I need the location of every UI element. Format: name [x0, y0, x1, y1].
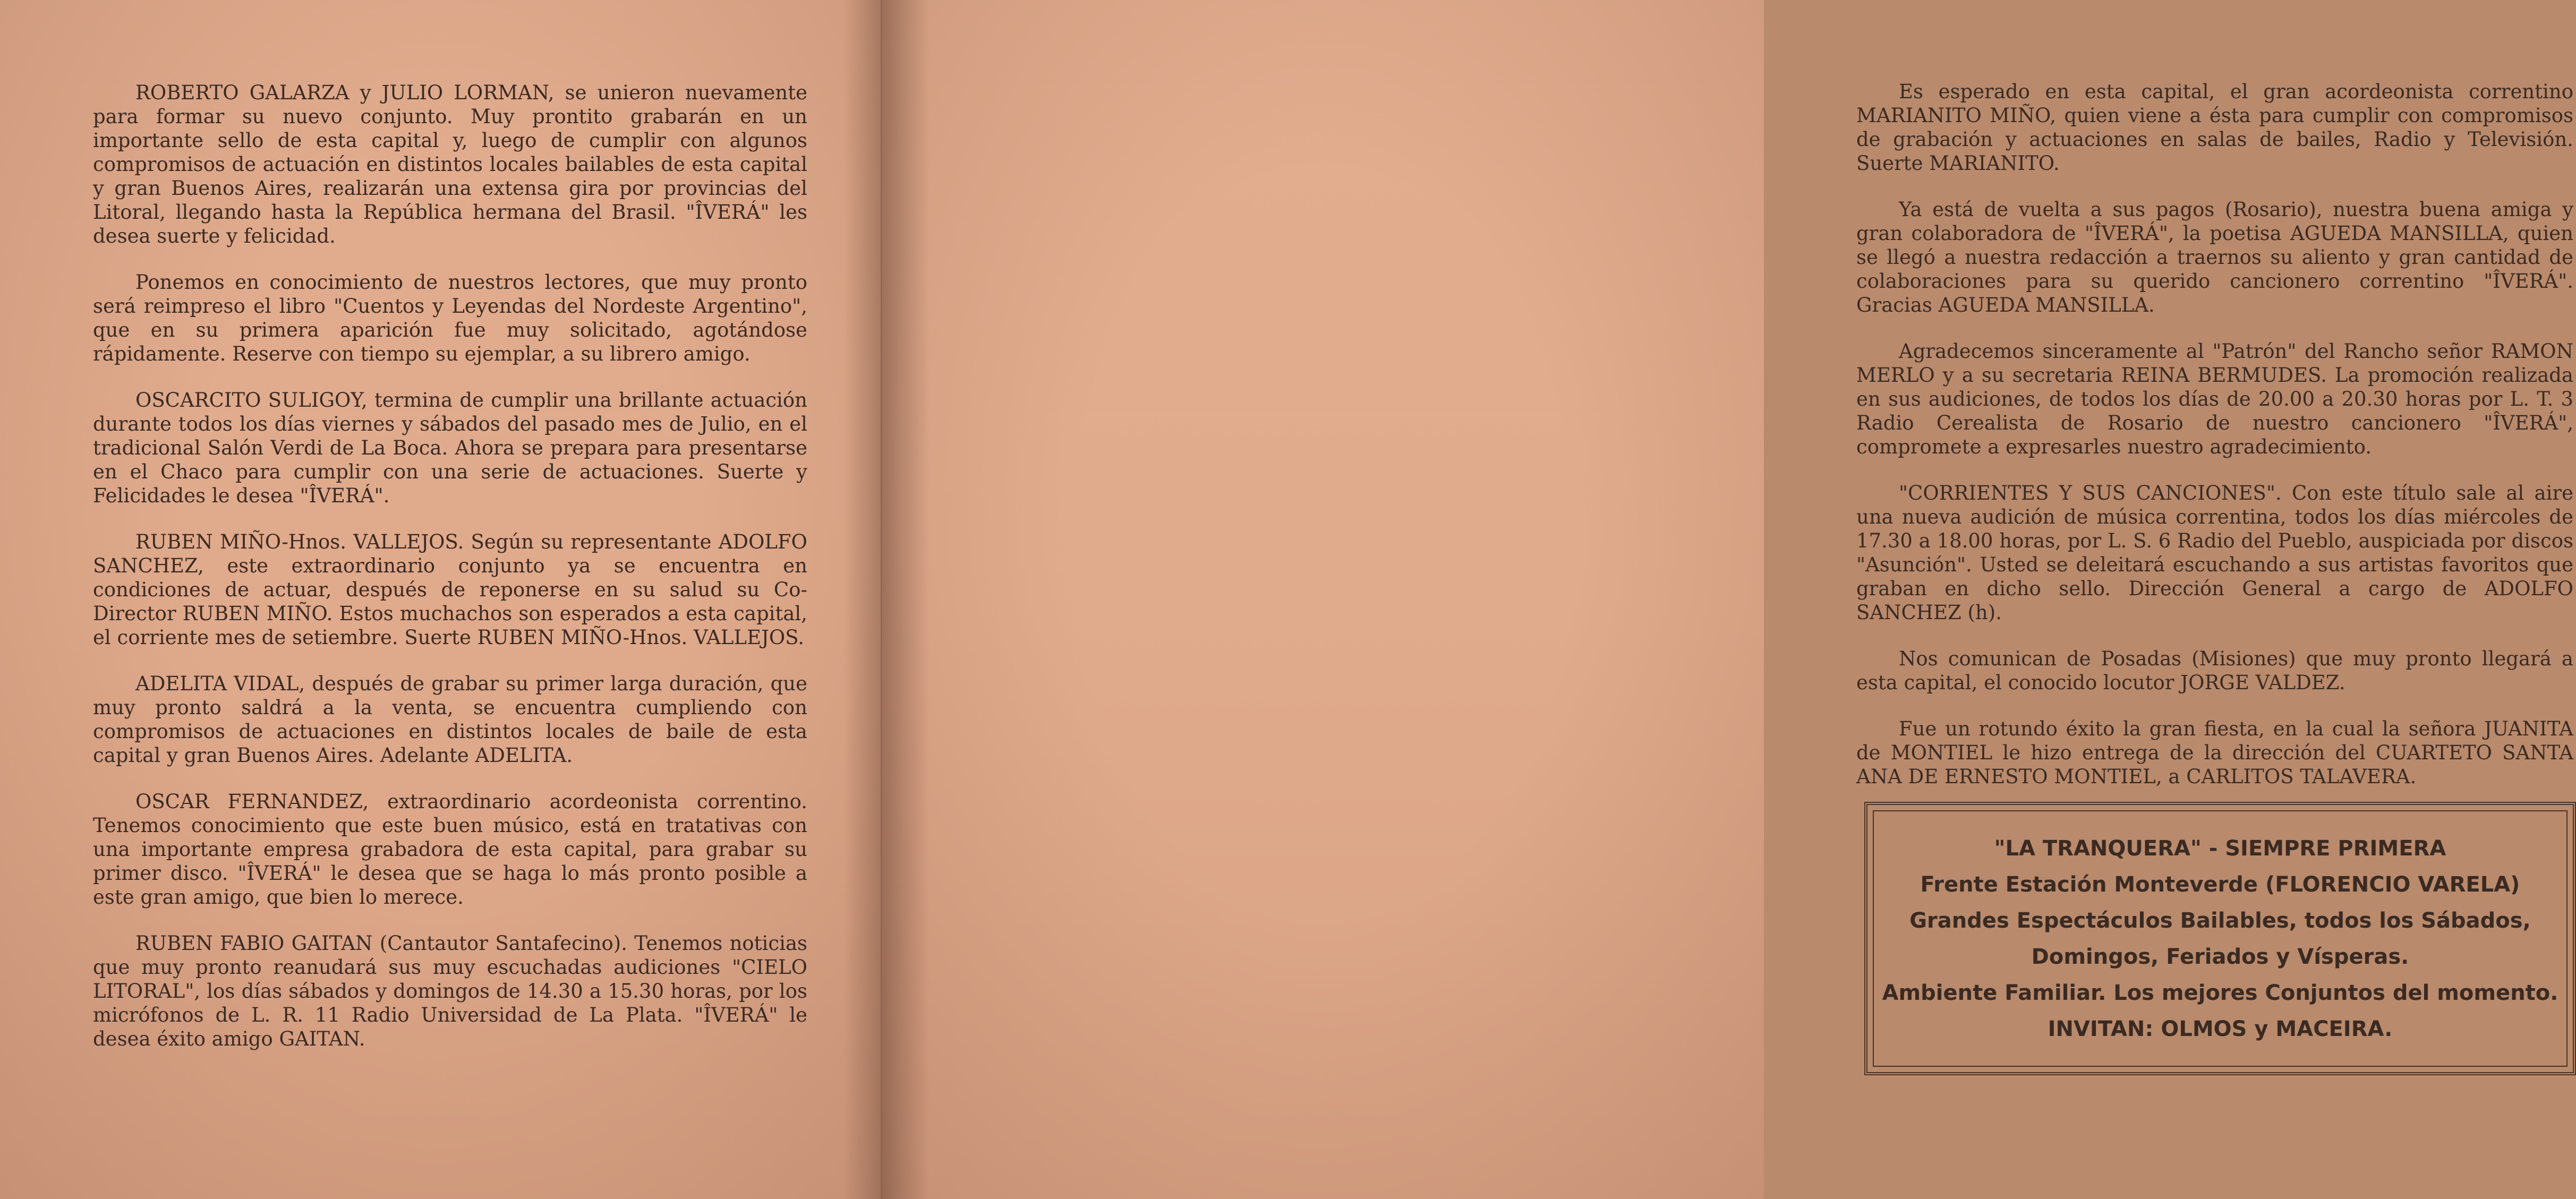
ad-location: Frente Estación Monteverde (FLORENCIO VARELA): [1920, 872, 2520, 897]
news-paragraph-galarza-lorman: ROBERTO GALARZA y JULIO LORMAN, se unieron nuevamente para formar su nuevo conjunto. Muy prontito grabarán en un importante sello de esta capital y, luego de cumplir con algunos compromisos de actuación en distintos locales bailables de esta capital y gran Buenos Aires, realizarán una extensa gira por provincias del Litoral, llegando hasta la República hermana del Brasil. "ÎVERÁ" les desea suerte y felicidad.: [93, 81, 807, 247]
news-paragraph-gaitan: RUBEN FABIO GAITAN (Cantautor Santafecino). Tenemos noticias que muy pronto reanudará sus muy escuchadas audiciones "CIELO LITORAL", los días sábados y domingos de 14.30 a 15.30 horas, por los micrófonos de L. R. 11 Radio Universidad de La Plata. "ÎVERÁ" le desea éxito amigo GAITAN.: [93, 932, 807, 1050]
news-paragraph-mino-vallejos: RUBEN MIÑO-Hnos. VALLEJOS. Según su representante ADOLFO SANCHEZ, este extraordinario conjunto ya se encuentra en condiciones de actuar, después de reponerse en su salud su Co-Director RUBEN MIÑO. Estos muchachos son esperados a esta capital, el corriente mes de setiembre. Suerte RUBEN MIÑO-Hnos. VALLEJOS.: [93, 530, 807, 649]
news-paragraph-book-reprint: Ponemos en conocimiento de nuestros lectores, que muy pronto será reimpreso el libro "Cuentos y Leyendas del Nordeste Argentino", que en su primera aparición fue muy solicitado, agotándose rápidamente. Reserve con tiempo su ejemplar, a su librero amigo.: [93, 271, 807, 365]
ad-invitation-line: INVITAN: OLMOS y MACEIRA.: [2048, 1016, 2393, 1041]
news-paragraph-adelita-vidal: ADELITA VIDAL, después de grabar su primer larga duración, que muy pronto saldrá a la venta, se encuentra cumpliendo con compromisos de actuaciones en distintos locales de baile de esta capital y gran Buenos Aires. Adelante ADELITA.: [93, 672, 807, 767]
ad-events-line: Grandes Espectáculos Bailables, todos los Sábados,: [1909, 908, 2531, 933]
news-paragraph-suligoy: OSCARCITO SULIGOY, termina de cumplir una brillante actuación durante todos los días viernes y sábados del pasado mes de Julio, en el tradicional Salón Verdi de La Boca. Ahora se prepara para presentarse en el Chaco para cumplir con una serie de actuaciones. Suerte y Felicidades le desea "ÎVERÁ".: [93, 389, 807, 507]
right-page-column: [1856, 80, 2573, 811]
ad-ambience-line: Ambiente Familiar. Los mejores Conjuntos del momento.: [1882, 980, 2558, 1005]
ad-days-line: Domingos, Feriados y Vísperas.: [2031, 944, 2409, 969]
news-paragraph-ramon-merlo: Agradecemos sinceramente al "Patrón" del Rancho señor RAMON MERLO y a su secretaria REINA BERMUDES. La promoción realizada en sus audiciones, de todos los días de 20.00 a 20.30 horas por L. T. 3 Radio Cerealista de Rosario de nuestro cancionero "ÎVERÁ", compromete a expresarles nuestro agradecimiento.: [1856, 340, 2573, 458]
news-paragraph-cuarteto-santa-ana: Fue un rotundo éxito la gran fiesta, en la cual la señora JUANITA de MONTIEL le hizo entrega de la dirección del CUARTETO SANTA ANA DE ERNESTO MONTIEL, a CARLITOS TALAVERA.: [1856, 717, 2573, 788]
left-page-column: [93, 81, 807, 1073]
news-paragraph-oscar-fernandez: OSCAR FERNANDEZ, extraordinario acordeonista correntino. Tenemos conocimiento que este buen músico, está en tratativas con una importante empresa grabadora de esta capital, para grabar su primer disco. "ÎVERÁ" le desea que se haga lo más pronto posible a este gran amigo, que bien lo merece.: [93, 790, 807, 909]
left-page: [0, 0, 882, 1199]
advertisement-content: [1873, 810, 2568, 1067]
news-paragraph-marianito-mino: Es esperado en esta capital, el gran acordeonista correntino MARIANITO MIÑO, quien viene a ésta para cumplir con compromisos de grabación y actuaciones en salas de bailes, Radio y Televisión. Suerte MARIANITO.: [1856, 80, 2573, 175]
ad-headline: "LA TRANQUERA" - SIEMPRE PRIMERA: [1994, 836, 2446, 861]
news-paragraph-corrientes-canciones: "CORRIENTES Y SUS CANCIONES". Con este título sale al aire una nueva audición de música correntina, todos los días miércoles de 17.30 a 18.00 horas, por L. S. 6 Radio del Pueblo, auspiciada por discos "Asunción". Usted se deleitará escuchando a sus artistas favoritos que graban en dicho sello. Dirección General a cargo de ADOLFO SANCHEZ (h).: [1856, 482, 2573, 624]
news-paragraph-agueda-mansilla: Ya está de vuelta a sus pagos (Rosario), nuestra buena amiga y gran colaboradora de "ÎVERÁ", la poetisa AGUEDA MANSILLA, quien se llegó a nuestra redacción a traernos su aliento y gran cantidad de colaboraciones para su querido cancionero correntino "ÎVERÁ". Gracias AGUEDA MANSILLA.: [1856, 198, 2573, 316]
news-paragraph-jorge-valdez: Nos comunican de Posadas (Misiones) que muy pronto llegará a esta capital, el conocido locutor JORGE VALDEZ.: [1856, 647, 2573, 694]
right-page: [882, 0, 2573, 1199]
advertisement-box: [1864, 802, 2576, 1075]
